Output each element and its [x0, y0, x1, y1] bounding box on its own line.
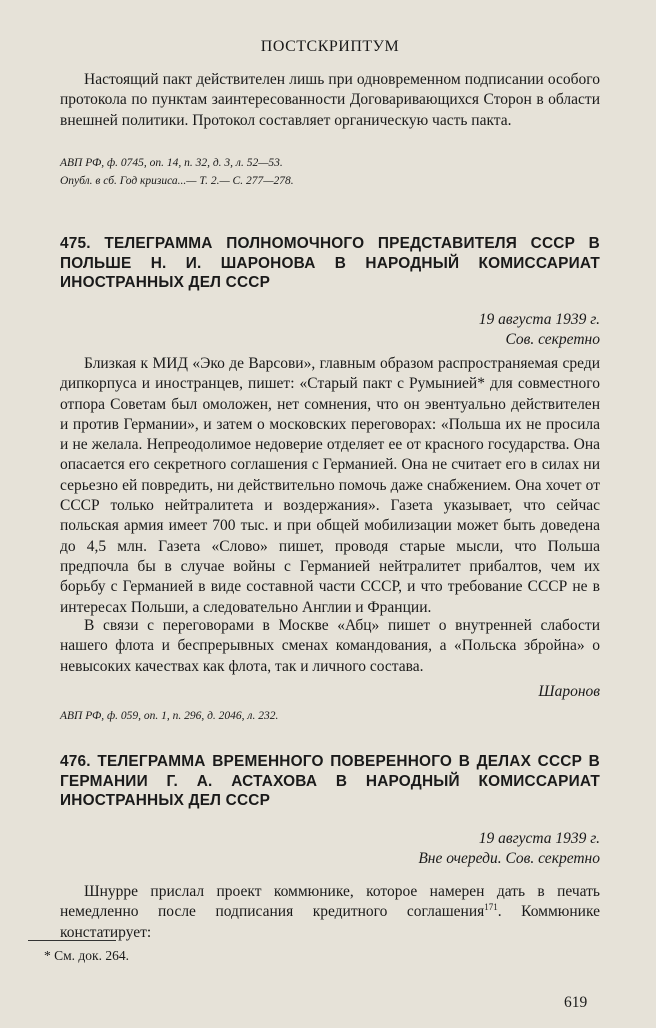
- doc475-paragraph-1: Близкая к МИД «Эко де Варсови», главным образом распространяемая среди дипкорпуса и иностранцев, пишет: «Старый пакт с Румынией* для совместного отпора Советам был омоложен, нет сомнения, что он эвентуально действителен и против Германии», и затем о московских переговорах: «Польша их не просила и не желала. Непреодолимое недоверие отделяет ее от красного государства. Она опасается его секретного соглашения с Германией. Она не считает его в силах ни серьезно ей повредить, ни действительно помочь даже снабжением. Она хочет от СССР только нейтралитета и воздержания». Газета указывает, что сейчас польская армия имеет 700 тыс. и при общей мобилизации может быть доведена до 4,5 млн. Газета «Слово» пишет, проводя старые мысли, что Польша предпочла бы в случае войны с Германией нейтралитет прибалтов, чем их борьбу с Германией в виде составной части СССР, и что требование СССР не в интересах Польши, а следовательно Англии и Франции.: [60, 355, 600, 616]
- postscript-archive-ref: АВП РФ, ф. 0745, оп. 14, п. 32, д. 3, л. 52—53.: [60, 157, 283, 169]
- page-number: 619: [564, 994, 588, 1011]
- doc475-signature-block: [60, 683, 600, 701]
- doc476-dateline: [60, 829, 600, 869]
- doc476-body: [60, 882, 600, 943]
- postscript-references: [60, 154, 600, 190]
- doc475-reference-block: [60, 707, 600, 725]
- footnote-text: * См. док. 264.: [44, 948, 129, 963]
- footnote-block: [44, 948, 584, 964]
- doc475-dateline: [60, 310, 600, 350]
- doc476-paragraph-text: Шнурре прислал проект коммюнике, которое намерен дать в печать немедленно после подписания кредитного соглашения: [60, 883, 600, 921]
- doc475-heading: 475. ТЕЛЕГРАММА ПОЛНОМОЧНОГО ПРЕДСТАВИТЕЛЯ СССР В ПОЛЬШЕ Н. И. ШАРОНОВА В НАРОДНЫЙ КОМИССАРИАТ ИНОСТРАННЫХ ДЕЛ СССР: [60, 235, 600, 291]
- doc476-paragraph-1: [60, 882, 600, 943]
- postscript-block: [60, 70, 600, 131]
- doc476-heading: 476. ТЕЛЕГРАММА ВРЕМЕННОГО ПОВЕРЕННОГО В ДЕЛАХ СССР В ГЕРМАНИИ Г. А. АСТАХОВА В НАРОДНЫЙ КОМИССАРИАТ ИНОСТРАННЫХ ДЕЛ СССР: [60, 753, 600, 809]
- postscript-publication-ref: Опубл. в сб. Год кризиса...— Т. 2.— С. 277—278.: [60, 175, 294, 187]
- doc475-archive-ref: АВП РФ, ф. 059, оп. 1, п. 296, д. 2046, л. 232.: [60, 710, 279, 722]
- doc475-body: [60, 354, 600, 618]
- doc475-classification: Сов. секретно: [505, 331, 600, 348]
- doc475-signature: Шаронов: [538, 683, 600, 700]
- footnote-divider: [28, 940, 116, 941]
- postscript-text: Настоящий пакт действителен лишь при одновременном подписании особого протокола по пунктам заинтересованности Договаривающихся Сторон в области внешней политики. Протокол составляет органическую часть пакта.: [60, 71, 600, 129]
- doc476-classification: Вне очереди. Сов. секретно: [418, 850, 600, 867]
- doc476-paragraph-tail: . Коммюнике констатирует:: [60, 903, 600, 941]
- footnote-ref-171: 171: [484, 902, 498, 913]
- doc476-block: [60, 752, 600, 811]
- doc475-block: [60, 234, 600, 293]
- doc475-paragraph-2: В связи с переговорами в Москве «Абц» пишет о внутренней слабости нашего флота и беспрерывных сменах командования, а «Польска збройна» о невысоких качествах как флота, так и личного состава.: [60, 617, 600, 675]
- postscript-heading: ПОСТСКРИПТУМ: [260, 38, 400, 55]
- doc475-date: 19 августа 1939 г.: [478, 311, 600, 328]
- doc475-body-2: [60, 616, 600, 677]
- doc476-date: 19 августа 1939 г.: [478, 830, 600, 847]
